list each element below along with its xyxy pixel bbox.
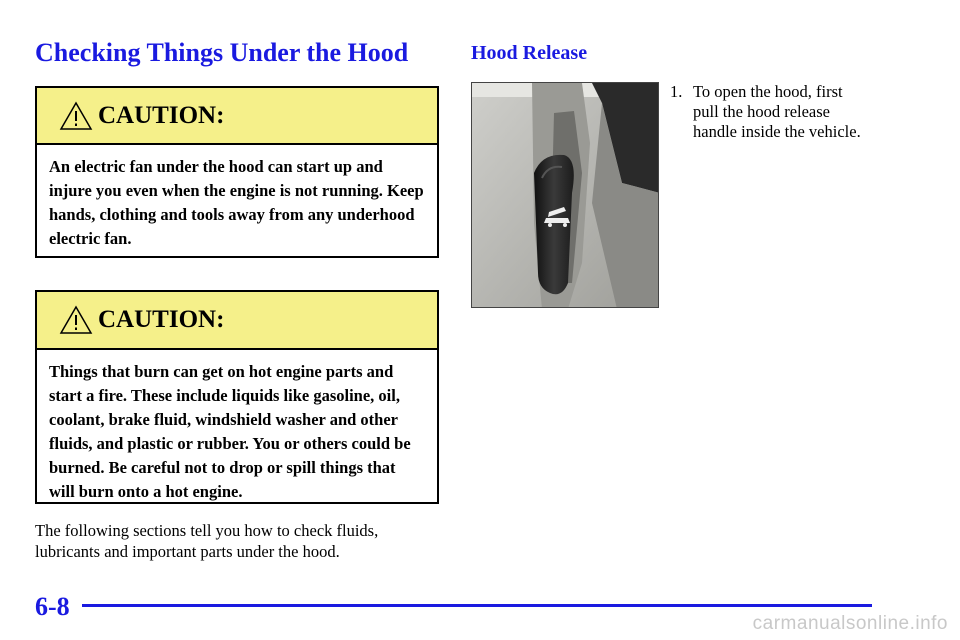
caution-label: CAUTION: [98, 306, 225, 333]
list-item [670, 82, 870, 142]
caution-label: CAUTION: [98, 102, 225, 129]
page-number: 6-8 [35, 592, 70, 621]
caution-box-fire-hazard [35, 290, 439, 504]
intro-paragraph: The following sections tell you how to check fluids, lubricants and important parts under the hood. [35, 521, 379, 561]
watermark: carmanualsonline.info [752, 613, 948, 634]
section-title-hood-release: Hood Release [471, 42, 588, 64]
hood-release-steps [670, 82, 870, 142]
hood-release-handle-illustration [472, 83, 659, 308]
caution-header [37, 88, 437, 145]
hood-release-handle-photo [471, 82, 659, 308]
caution-text: An electric fan under the hood can start up and injure you even when the engine is not running. Keep hands, clothing and tools away from any underhood electric fan. [49, 157, 424, 248]
warning-triangle-icon [59, 305, 93, 335]
caution-box-electric-fan [35, 86, 439, 258]
footer-divider [82, 604, 872, 607]
caution-header [37, 292, 437, 350]
step-number: 1. [670, 82, 683, 101]
page-title: Checking Things Under the Hood [35, 38, 409, 67]
step-text: To open the hood, first pull the hood release handle inside the vehicle. [693, 82, 861, 141]
warning-triangle-icon [59, 101, 93, 131]
caution-text: Things that burn can get on hot engine parts and start a fire. These include liquids like gasoline, oil, coolant, brake fluid, windshield washer and other fluids, and plastic or rubber. You or others could be burned. Be careful not to drop or spill things that will burn onto a hot engine. [49, 362, 411, 501]
